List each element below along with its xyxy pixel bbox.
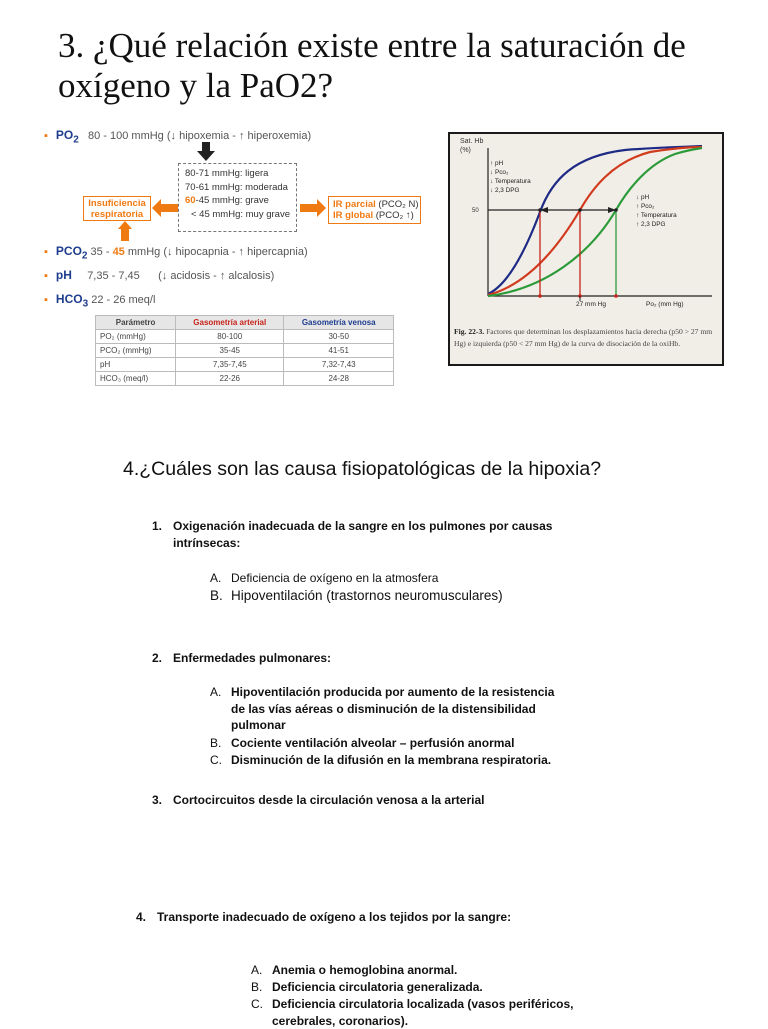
question-3-title: 3. ¿Qué relación existe entre la saturación de oxígeno y la PaO2? xyxy=(58,26,758,106)
table-header-row xyxy=(96,316,394,330)
right-factor-temp: ↑ Temperatura xyxy=(636,212,677,219)
severity-muy-grave: < 45 mmHg: muy grave xyxy=(185,208,296,222)
left-arrow-icon xyxy=(152,199,178,217)
cause-item-3 xyxy=(173,792,484,809)
oxyhemoglobin-figure xyxy=(448,132,724,366)
po2-key xyxy=(56,128,79,142)
ph-range: 7,35 - 7,45 xyxy=(87,270,140,282)
sub-text: Deficiencia de oxígeno en la atmosfera xyxy=(231,571,438,585)
y-axis-unit: (%) xyxy=(460,147,471,154)
hco3-key xyxy=(56,292,88,306)
table-cell: 7,32-7,43 xyxy=(284,358,394,372)
sub-text: Deficiencia circulatoria generalizada. xyxy=(272,980,483,994)
sub-letter: A. xyxy=(210,570,221,587)
right-factor-ph: ↓ pH xyxy=(636,194,650,201)
hco3-range: 22 - 26 meq/l xyxy=(91,294,155,306)
left-factor-pco2: ↓ Pco₂ xyxy=(490,169,509,176)
sub-letter: C. xyxy=(251,996,263,1013)
sub-item xyxy=(231,588,503,605)
right-factor-dpg: ↑ 2,3 DPG xyxy=(636,221,666,228)
sub-letter: A. xyxy=(210,684,221,701)
table-cell: PCO₂ (mmHg) xyxy=(96,344,176,358)
down-arrow-icon xyxy=(197,142,215,162)
pco2-key xyxy=(56,244,88,258)
cause-text: Enfermedades pulmonares: xyxy=(173,651,331,665)
po2-note: (↓ hipoxemia - ↑ hiperoxemia) xyxy=(167,130,311,142)
hco3-key-sub: 3 xyxy=(83,298,89,309)
ir-global-label: IR global xyxy=(333,210,373,221)
severity-ligera: 80-71 mmHg: ligera xyxy=(185,167,296,181)
y-axis-label: Sat. Hb xyxy=(460,138,483,145)
bullet-icon: ▪ xyxy=(44,246,48,258)
pco2-key-sub: 2 xyxy=(82,250,88,261)
ir-global-note: (PCO₂ ↑) xyxy=(376,210,414,221)
right-arrow-icon xyxy=(300,199,326,217)
table-row xyxy=(96,344,394,358)
cause-text-continued: intrínsecas: xyxy=(173,535,552,552)
table-cell: pH xyxy=(96,358,176,372)
ir-parcial-note: (PCO₂ N) xyxy=(378,199,418,210)
sub-item xyxy=(231,684,554,734)
ph-key: pH xyxy=(56,268,72,282)
cause-text: Transporte inadecuado de oxígeno a los tejidos por la sangre: xyxy=(157,910,511,924)
hco3-line xyxy=(44,292,155,309)
table-cell: 7,35-7,45 xyxy=(176,358,284,372)
bullet-icon: ▪ xyxy=(44,130,48,142)
ir-parcial-label: IR parcial xyxy=(333,199,376,210)
ir-global-line xyxy=(333,210,420,221)
table-row xyxy=(96,358,394,372)
severity-moderada: 70-61 mmHg: moderada xyxy=(185,181,296,195)
left-factor-dpg: ↓ 2,3 DPG xyxy=(490,187,520,194)
table-cell: HCO₃ (meq/l) xyxy=(96,372,176,386)
sub-letter: B. xyxy=(210,588,223,605)
table-header-venosa: Gasometría venosa xyxy=(284,316,394,330)
left-factor-ph: ↑ pH xyxy=(490,160,504,167)
table-row xyxy=(96,372,394,386)
dissociation-curve-chart xyxy=(450,134,722,326)
table-cell: 24-28 xyxy=(284,372,394,386)
severity-grave xyxy=(185,194,296,208)
sub-letter: B. xyxy=(210,735,221,752)
cause-number: 4. xyxy=(136,909,146,926)
sub-item xyxy=(231,735,514,752)
figure-caption-text: Factores que determinan los desplazamientos hacia derecha (p50 > 27 mm Hg) e izquierda (p50 < 27 mm Hg) de la curva de disociación de la oxiHb. xyxy=(454,327,712,348)
up-arrow-icon xyxy=(118,221,132,241)
x-tick-27: 27 mm Hg xyxy=(576,301,606,308)
sub-item xyxy=(231,570,438,587)
sub-letter: A. xyxy=(251,962,262,979)
cause-number: 1. xyxy=(152,518,162,535)
bullet-icon: ▪ xyxy=(44,294,48,306)
sub-letter: B. xyxy=(251,979,262,996)
ir-classification-box xyxy=(328,196,421,224)
sub-letter: C. xyxy=(210,752,222,769)
table-cell: 80-100 xyxy=(176,330,284,344)
severity-grave-highlight: 60 xyxy=(185,195,196,206)
ir-parcial-line xyxy=(333,199,420,210)
pco2-range-b: mmHg xyxy=(125,246,160,258)
bullet-icon: ▪ xyxy=(44,270,48,282)
cause-number: 3. xyxy=(152,792,162,809)
table-cell: 22-26 xyxy=(176,372,284,386)
cause-number: 2. xyxy=(152,650,162,667)
table-row xyxy=(96,330,394,344)
hco3-key-text: HCO xyxy=(56,292,83,306)
cause-text: Cortocircuitos desde la circulación venosa a la arterial xyxy=(173,793,484,807)
cause-item-1 xyxy=(173,518,552,551)
left-factor-temp: ↓ Temperatura xyxy=(490,178,531,185)
ph-line xyxy=(44,268,274,282)
right-factor-pco2: ↑ Pco₂ xyxy=(636,203,655,210)
sub-text: Disminución de la difusión en la membrana respiratoria. xyxy=(231,753,551,767)
sub-item xyxy=(272,979,483,996)
sub-item xyxy=(231,752,551,769)
figure-caption-number: Fig. 22-3. xyxy=(454,327,484,336)
pco2-key-text: PCO xyxy=(56,244,82,258)
table-header-parametro: Parámetro xyxy=(96,316,176,330)
severity-grave-text: -45 mmHg: grave xyxy=(196,195,269,206)
pco2-note: (↓ hipocapnia - ↑ hipercapnia) xyxy=(163,246,307,258)
sub-text: Cociente ventilación alveolar – perfusión anormal xyxy=(231,736,514,750)
sub-text-continued: cerebrales, coronarios). xyxy=(272,1013,573,1029)
sub-item xyxy=(272,996,573,1029)
pco2-range-a: 35 - xyxy=(91,246,113,258)
figure-caption xyxy=(454,326,720,349)
sub-text: Hipoventilación (trastornos neuromusculares) xyxy=(231,588,503,603)
table-cell: PO₂ (mmHg) xyxy=(96,330,176,344)
table-cell: 41-51 xyxy=(284,344,394,358)
cause-item-2 xyxy=(173,650,331,667)
cause-text: Oxigenación inadecuada de la sangre en los pulmones por causas xyxy=(173,518,552,535)
sub-text-continued: de las vías aéreas o disminución de la distensibilidad xyxy=(231,701,554,718)
po2-line xyxy=(44,128,311,145)
cause-item-4 xyxy=(157,909,511,926)
sub-text-continued: pulmonar xyxy=(231,717,554,734)
pco2-line xyxy=(44,244,308,261)
severity-box xyxy=(178,163,297,232)
table-cell: 35-45 xyxy=(176,344,284,358)
insuficiencia-respiratoria-box: Insuficiencia respiratoria xyxy=(83,196,151,221)
x-axis-label: Po₂ (mm Hg) xyxy=(646,301,684,308)
sub-text: Anemia o hemoglobina anormal. xyxy=(272,963,457,977)
question-4-title: 4.¿Cuáles son las causa fisiopatológicas de la hipoxia? xyxy=(123,458,601,481)
gasometry-table xyxy=(95,315,394,386)
table-header-arterial: Gasometría arterial xyxy=(176,316,284,330)
pco2-range-highlight: 45 xyxy=(113,246,125,258)
po2-range: 80 - 100 mmHg xyxy=(88,130,164,142)
ph-note: (↓ acidosis - ↑ alcalosis) xyxy=(158,270,274,282)
y-tick-50: 50 xyxy=(472,208,479,214)
sub-text: Deficiencia circulatoria localizada (vasos periféricos, xyxy=(272,996,573,1013)
table-cell: 30-50 xyxy=(284,330,394,344)
sub-item xyxy=(272,962,457,979)
po2-key-sub: 2 xyxy=(73,134,79,145)
sub-text: Hipoventilación producida por aumento de la resistencia xyxy=(231,684,554,701)
po2-key-text: PO xyxy=(56,128,73,142)
